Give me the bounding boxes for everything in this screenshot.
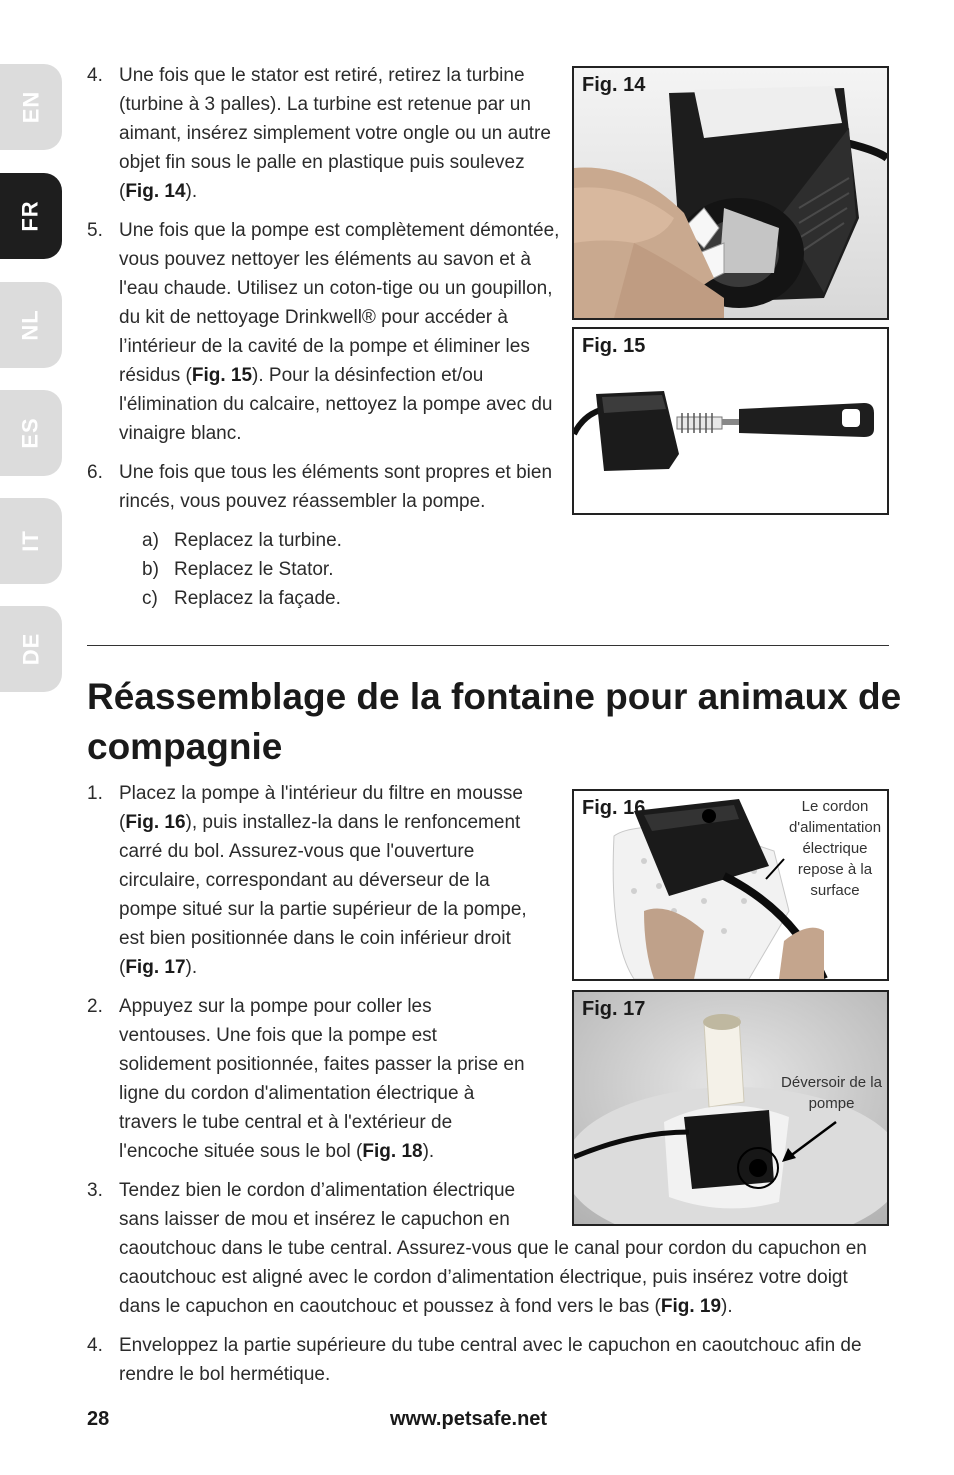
sub-step-label: c) (142, 588, 158, 609)
step-item (87, 216, 565, 448)
sub-steps (87, 526, 565, 613)
step-number: 4. (87, 1335, 103, 1356)
step-text: ). (721, 1296, 733, 1317)
figure-reference: Fig. 17 (125, 957, 186, 978)
sub-step-label: b) (142, 559, 159, 580)
tab-label: IT (18, 530, 43, 552)
step-text: ). (185, 957, 198, 978)
tab-de[interactable] (0, 606, 62, 692)
tab-es[interactable] (0, 390, 62, 476)
step-text: Appuyez sur la pompe pour coller les ventouses. Une fois que la pompe est solidement positionnée, faites passer la prise en ligne du cordon d'alimentation électrique à travers le tube central et à l'extérieur de l'encoche située sous le bol ( (119, 996, 525, 1162)
sub-step-text: Replacez la turbine. (174, 530, 342, 551)
figure-15 (572, 327, 889, 515)
page-number: 28 (87, 1408, 110, 1430)
sub-step (142, 584, 565, 613)
figure-reference: Fig. 16 (125, 812, 186, 833)
step-text: Une fois que la pompe est complètement démontée, vous pouvez nettoyer les éléments au savon et à l'eau chaude. Utilisez un coton-tige ou un goupillon, du kit de nettoyage Drinkwell® pour accéder à l’intérieur de la cavité de la pompe et éliminer les résidus ( (119, 220, 560, 386)
step-item (87, 992, 527, 1166)
section-divider (87, 645, 889, 646)
step-item (87, 1331, 889, 1389)
step-number: 1. (87, 783, 103, 804)
step-text: ). Pour la désinfection et/ou l'élimination du calcaire, nettoyez la pompe avec du vinaigre blanc. (119, 365, 553, 444)
figure-reference: Fig. 18 (362, 1141, 423, 1162)
sub-step (142, 526, 565, 555)
figure-reference: Fig. 19 (660, 1296, 722, 1317)
step-text: Une fois que tous les éléments sont propres et bien rincés, vous pouvez réassembler la pompe. (119, 462, 553, 512)
step-number: 2. (87, 996, 103, 1017)
tab-label: ES (17, 417, 43, 449)
figure-14 (572, 66, 889, 320)
step-item (87, 458, 565, 516)
footer-url[interactable]: www.petsafe.net (390, 1408, 548, 1430)
step-text: ). (422, 1141, 435, 1162)
step-number: 3. (87, 1180, 103, 1201)
step-item (87, 779, 527, 982)
figure-label: Fig. 16 (582, 797, 646, 819)
figure-label: Fig. 15 (582, 335, 646, 357)
figure-16 (572, 789, 889, 981)
tab-nl[interactable] (0, 282, 62, 368)
step-number: 4. (87, 65, 103, 86)
tab-fr[interactable] (0, 173, 62, 259)
tab-label: DE (18, 632, 43, 666)
figure-reference: Fig. 14 (125, 181, 186, 202)
figure-label: Fig. 14 (582, 74, 646, 96)
figure-17 (572, 990, 889, 1226)
figure-callout: Déversoir de la pompe (781, 1074, 882, 1112)
step-text: Tendez bien le cordon d’alimentation électrique sans laisser de mou et insérez le capuchon en caoutchouc dans le tube central. Assurez-vous que le canal pour cordon du capuchon en caoutchouc est aligné avec le cordon d’alimentation électrique, puis insérez votre doigt dans le capuchon en caoutchouc et poussez à fond vers le bas ( (119, 1180, 867, 1317)
sub-step-text: Replacez la façade. (174, 588, 341, 609)
sub-step (142, 555, 565, 584)
tab-label: FR (17, 200, 43, 232)
tab-label: EN (18, 90, 43, 124)
step-number: 5. (87, 220, 103, 241)
top-steps (87, 61, 565, 613)
step-number: 6. (87, 462, 103, 483)
pump-turbine-photo (574, 68, 887, 318)
figure-callout: Le cordon d'alimentation électrique repose à la surface (788, 798, 882, 899)
step-text: Une fois que le stator est retiré, retirez la turbine (turbine à 3 palles). La turbine est retenue par un aimant, insérez simplement votre ongle ou un autre objet fin sous le palle en plastique puis soulevez ( (119, 65, 551, 202)
figure-reference: Fig. 15 (191, 365, 253, 386)
figure-label: Fig. 17 (582, 998, 646, 1020)
step-text: ), puis installez-la dans le renfoncement carré du bol. Assurez-vous que l'ouverture circulaire, correspondant au déverseur de la pompe situé sur la partie supérieur de la pompe, est bien positionnée dans le coin inférieur droit ( (119, 812, 527, 978)
tab-it[interactable] (0, 498, 62, 584)
sub-step-text: Replacez le Stator. (174, 559, 334, 580)
tab-label: NL (17, 309, 43, 341)
bottom-steps (87, 779, 527, 1166)
section-title: Réassemblage de la fontaine pour animaux de compagnie (87, 676, 902, 767)
sub-step-label: a) (142, 530, 159, 551)
tab-en[interactable] (0, 64, 62, 150)
step-item (87, 61, 565, 206)
step-text: ). (185, 181, 198, 202)
step-text: Placez la pompe à l'intérieur du filtre en mousse ( (119, 783, 523, 833)
step-text: Enveloppez la partie supérieure du tube central avec le capuchon en caoutchouc afin de rendre le bol hermétique. (119, 1335, 862, 1385)
